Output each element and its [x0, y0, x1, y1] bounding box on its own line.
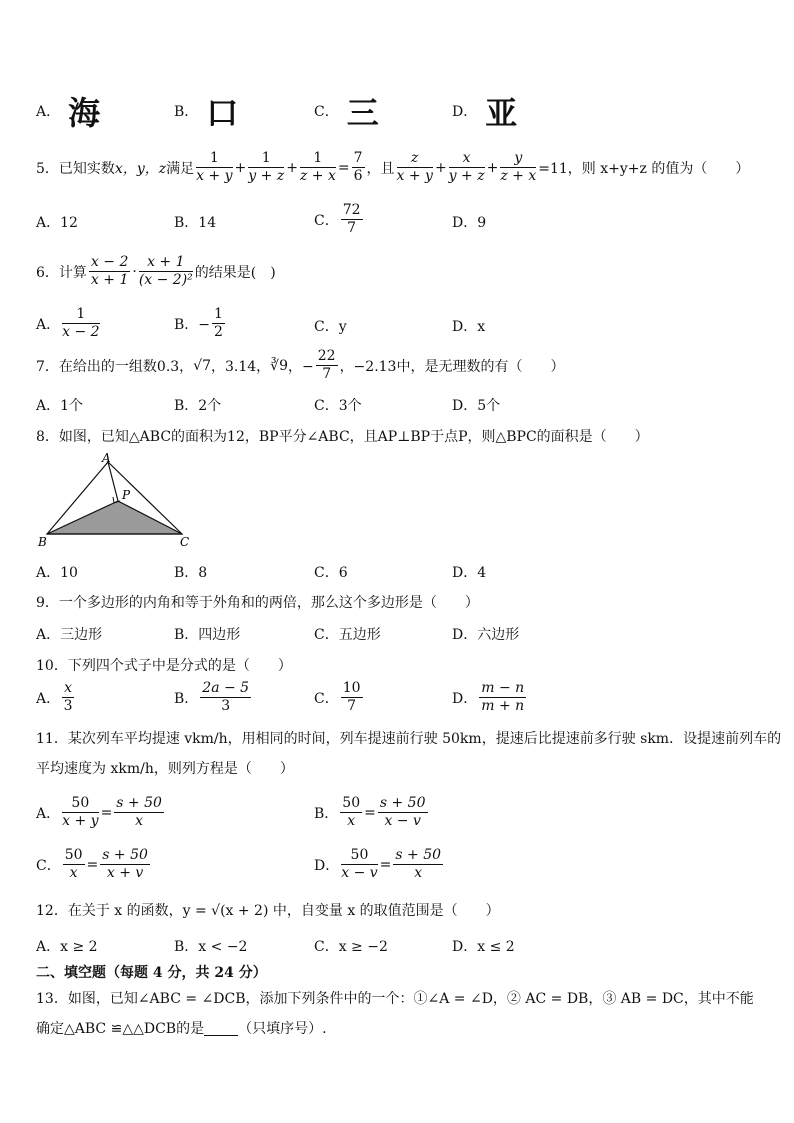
- q7-stem: [36, 348, 564, 383]
- q11-a-left-num: 50: [62, 795, 98, 813]
- q4-c-label: C．: [314, 104, 339, 120]
- q11-b-right-num: s + 50: [379, 795, 426, 811]
- q10-option-d: [452, 680, 528, 715]
- q11-option-c: [36, 847, 152, 882]
- q4-a-label: A．: [36, 104, 61, 120]
- q5-g3-num: y: [500, 150, 536, 168]
- q5-frac-2: [248, 150, 284, 185]
- q11-c-label: C．: [36, 857, 61, 874]
- q5-frac-3: [300, 150, 336, 185]
- q11-b-label: B．: [314, 805, 339, 822]
- q6-stem: [36, 254, 276, 289]
- q11-option-a: [36, 795, 166, 830]
- q8-option-b: B．8: [174, 565, 208, 581]
- q5-frac-1: [196, 150, 232, 185]
- q11-a-right: [114, 795, 164, 830]
- label-b: B: [38, 535, 47, 549]
- q11-d-eq: =: [379, 856, 392, 873]
- q4-option-a: [36, 88, 100, 134]
- q5-frac-5: [397, 150, 433, 185]
- q10-c-num: 10: [342, 680, 361, 696]
- q11-option-b: [314, 795, 430, 830]
- q7-sqrt7: √7: [193, 357, 211, 374]
- q10-d-den: m + n: [481, 698, 525, 714]
- q5-f3-num: 1: [300, 150, 336, 168]
- q11-c-left-den: x: [69, 865, 78, 881]
- q12-option-c: C．x ≥ −2: [314, 939, 388, 955]
- q6-lead: 6．计算: [36, 264, 87, 281]
- q5-mid2: ，且: [366, 160, 395, 177]
- q8-option-c: C．6: [314, 565, 348, 581]
- q4-b-label: B．: [174, 104, 199, 120]
- q10-stem: 10．下列四个式子中是分式的是（ ）: [36, 658, 292, 674]
- q7-tail: ，−2.13中，是无理数的有（ ）: [339, 358, 565, 375]
- q4-option-d: [452, 88, 517, 134]
- q7-option-c: C．3个: [314, 398, 362, 414]
- q11-b-eq: =: [364, 804, 376, 821]
- shaded-triangle-bpc: [47, 501, 182, 534]
- q6-f1-den: x + 1: [90, 272, 129, 288]
- q11-a-right-den: x: [135, 813, 144, 829]
- q5-option-c-label: C．: [314, 212, 339, 229]
- q11-b-left-num: 50: [342, 795, 361, 811]
- q11-c-left-num: 50: [64, 847, 83, 863]
- q5-f2-num: 1: [248, 150, 284, 168]
- section-2-heading: 二、填空题（每题 4 分，共 24 分）: [36, 965, 267, 981]
- q5-frac-7: [500, 150, 536, 185]
- q11-d-label: D．: [314, 857, 340, 874]
- q11-b-left-den: x: [347, 813, 356, 829]
- q5-option-c: [314, 202, 365, 237]
- q5-option-a: A．12: [36, 215, 78, 231]
- q5-frac-4: [352, 150, 365, 185]
- q10-b-label: B．: [174, 690, 199, 707]
- q5-f4-den: 6: [353, 168, 363, 184]
- label-a: A: [102, 451, 111, 465]
- q11-c-left: [63, 847, 85, 882]
- q5-f1-den: x + y: [196, 168, 233, 184]
- q10-c-frac: [341, 680, 363, 715]
- q5-frac-6: [449, 150, 485, 185]
- q9-option-a: A．三边形: [36, 627, 103, 643]
- q11-c-right-den: x + v: [106, 865, 144, 881]
- q5-option-b: B．14: [174, 215, 217, 231]
- q6-a-num: 1: [62, 306, 99, 324]
- q10-d-frac: [479, 680, 526, 715]
- q6-option-a: [36, 306, 102, 341]
- segment-ap: [108, 462, 118, 501]
- q4-d-char: 亚: [485, 94, 518, 132]
- q11-stem-line2: 平均速度为 xkm/h，则列方程是（ ）: [36, 761, 294, 777]
- q7-lead: 7．在给出的一组数0.3，: [36, 358, 194, 375]
- q7-option-a: A．1个: [36, 398, 84, 414]
- q10-c-den: 7: [347, 698, 357, 714]
- q11-a-label: A．: [36, 805, 61, 822]
- q11-a-left: [62, 795, 98, 830]
- q5-c-den: 7: [347, 220, 357, 236]
- q11-option-d: [314, 847, 445, 882]
- q5-g2-num: x: [449, 150, 485, 168]
- q7-option-b: B．2个: [174, 398, 222, 414]
- q6-frac-1: [89, 254, 130, 289]
- q11-c-eq: =: [86, 856, 99, 873]
- q5-c-num: 72: [342, 202, 361, 218]
- q7-mid: ，3.14，: [211, 358, 271, 375]
- q8-option-a: A．10: [36, 565, 78, 581]
- q11-d-left-den: x − v: [341, 865, 378, 881]
- q11-d-left-num: 50: [341, 847, 377, 865]
- q11-b-right: [378, 795, 428, 830]
- q10-d-num: m − n: [481, 680, 525, 696]
- q6-a-frac: [62, 306, 99, 341]
- q13-stem-line1: 13．如图，已知∠ABC = ∠DCB，添加下列条件中的一个：①∠A = ∠D，② AC = DB，③ AB = DC，其中不能: [36, 991, 754, 1007]
- q10-b-frac: [200, 680, 251, 715]
- q4-option-b: [174, 88, 238, 134]
- q10-c-label: C．: [314, 690, 339, 707]
- q10-option-b: [174, 680, 253, 715]
- q13-line2-tail: （只填序号）.: [238, 1021, 327, 1037]
- q5-f1-num: 1: [196, 150, 232, 168]
- q5-f4-num: 7: [353, 150, 363, 166]
- q6-f1-num: x − 2: [90, 254, 129, 270]
- q10-b-den: 3: [221, 698, 231, 714]
- q6-frac-2: [139, 254, 193, 289]
- q6-dot: ·: [132, 263, 137, 280]
- q5-vars: x，y，z: [114, 160, 167, 177]
- q5-g1-den: x + y: [396, 168, 433, 184]
- q9-option-c: C．五边形: [314, 627, 381, 643]
- q7-option-d: D．5个: [452, 398, 501, 414]
- q4-a-char: 海: [68, 94, 101, 132]
- q9-option-d: D．六边形: [452, 627, 520, 643]
- answer-blank[interactable]: [204, 1021, 238, 1036]
- q11-a-eq: =: [100, 804, 113, 821]
- label-c: C: [180, 535, 190, 549]
- q9-stem: 9．一个多边形的内角和等于外角和的两倍，那么这个多边形是（ ）: [36, 595, 479, 611]
- q11-d-left: [341, 847, 377, 882]
- q6-option-c: C．y: [314, 319, 347, 335]
- q13-line2-text: 确定△ABC ≌△△DCB的是: [36, 1021, 205, 1037]
- q4-d-label: D．: [452, 104, 478, 120]
- q11-d-right-den: x: [414, 865, 423, 881]
- q6-option-d: D．x: [452, 319, 486, 335]
- q7-frac-den: 7: [322, 366, 332, 382]
- q11-a-left-den: x + y: [62, 813, 99, 829]
- q7-cbrt9: ∛9: [270, 357, 288, 374]
- q5-option-d: D．9: [452, 215, 487, 231]
- q5-g2-den: y + z: [448, 168, 485, 184]
- q5-option-c-frac: [341, 202, 363, 237]
- q6-b-den: 2: [214, 324, 223, 340]
- q9-option-b: B．四边形: [174, 627, 241, 643]
- q10-a-num: x: [64, 680, 73, 696]
- q11-a-right-num: s + 50: [116, 795, 162, 811]
- q6-a-label: A．: [36, 316, 61, 333]
- q10-option-a: [36, 680, 76, 715]
- q11-d-right: [393, 847, 443, 882]
- q5-lead: 5．已知实数: [36, 160, 115, 177]
- q5-f3-den: z + x: [299, 168, 336, 184]
- q6-b-num: 1: [214, 306, 223, 322]
- q10-option-c: [314, 680, 365, 715]
- q6-b-label: B．−: [174, 316, 211, 333]
- q12-option-b: B．x < −2: [174, 939, 248, 955]
- q7-mid2: ，−: [288, 358, 314, 375]
- q11-c-right-num: s + 50: [102, 847, 148, 863]
- q7-frac: [316, 348, 338, 383]
- q6-f2-den: (x − 2)²: [138, 272, 193, 288]
- q12-option-a: A．x ≥ 2: [36, 939, 98, 955]
- q4-c-char: 三: [346, 94, 379, 132]
- q7-frac-num: 22: [317, 348, 336, 364]
- label-p: P: [122, 488, 131, 502]
- q4-b-char: 口: [206, 94, 239, 132]
- q10-a-frac: [62, 680, 74, 715]
- q6-f2-num: x + 1: [139, 254, 193, 272]
- q10-b-num: 2a − 5: [202, 680, 250, 696]
- q13-stem-line2: [36, 1018, 327, 1038]
- q11-b-right-den: x − v: [384, 813, 421, 829]
- q4-option-c: [314, 88, 379, 134]
- q12-option-d: D．x ≤ 2: [452, 939, 515, 955]
- q11-b-left: [340, 795, 362, 830]
- q10-d-label: D．: [452, 690, 478, 707]
- q6-tail: 的结果是( ): [194, 264, 276, 281]
- q12-stem: 12．在关于 x 的函数，y = √(x + 2) 中，自变量 x 的取值范围是（ ）: [36, 903, 500, 919]
- q6-option-b: [174, 306, 227, 341]
- q6-b-frac: [212, 306, 225, 341]
- q5-tail: =11，则 x+y+z 的值为（ ）: [538, 160, 750, 177]
- q11-stem-line1: 11．某次列车平均提速 vkm/h，用相同的时间，列车提速前行驶 50km，提速后比提速前多行驶 skm．设提速前列车的: [36, 731, 782, 747]
- q10-a-label: A．: [36, 690, 61, 707]
- q11-d-right-num: s + 50: [395, 847, 442, 863]
- q5-mid1: 满足: [166, 160, 195, 177]
- q8-stem: 8．如图，已知△ABC的面积为12，BP平分∠ABC，且AP⊥BP于点P，则△BPC的面积是（ ）: [36, 429, 649, 445]
- q5-g3-den: z + x: [500, 168, 537, 184]
- q11-c-right: [100, 847, 150, 882]
- q5-f2-den: y + z: [248, 168, 285, 184]
- q5-stem: 5．已知实数 x，y，z 满足 $\frac{1}{x + y}$ + $\frac{1}{y + z}$ + $\frac{1}{z + x}$ = $\frac{7}{6}$ ，且 $\frac{z}{x + y}$ + $\frac{x}{y + z}$ + $\frac{y}{z + x}$ =11，则 x+y+z 的值为（ ）: [36, 150, 750, 184]
- q5-g1-num: z: [397, 150, 433, 168]
- q10-a-den: 3: [63, 698, 73, 714]
- q8-triangle-figure: [30, 450, 200, 550]
- q8-option-d: D．4: [452, 565, 487, 581]
- q6-a-den: x − 2: [62, 324, 100, 340]
- q5-eq: =: [337, 159, 350, 176]
